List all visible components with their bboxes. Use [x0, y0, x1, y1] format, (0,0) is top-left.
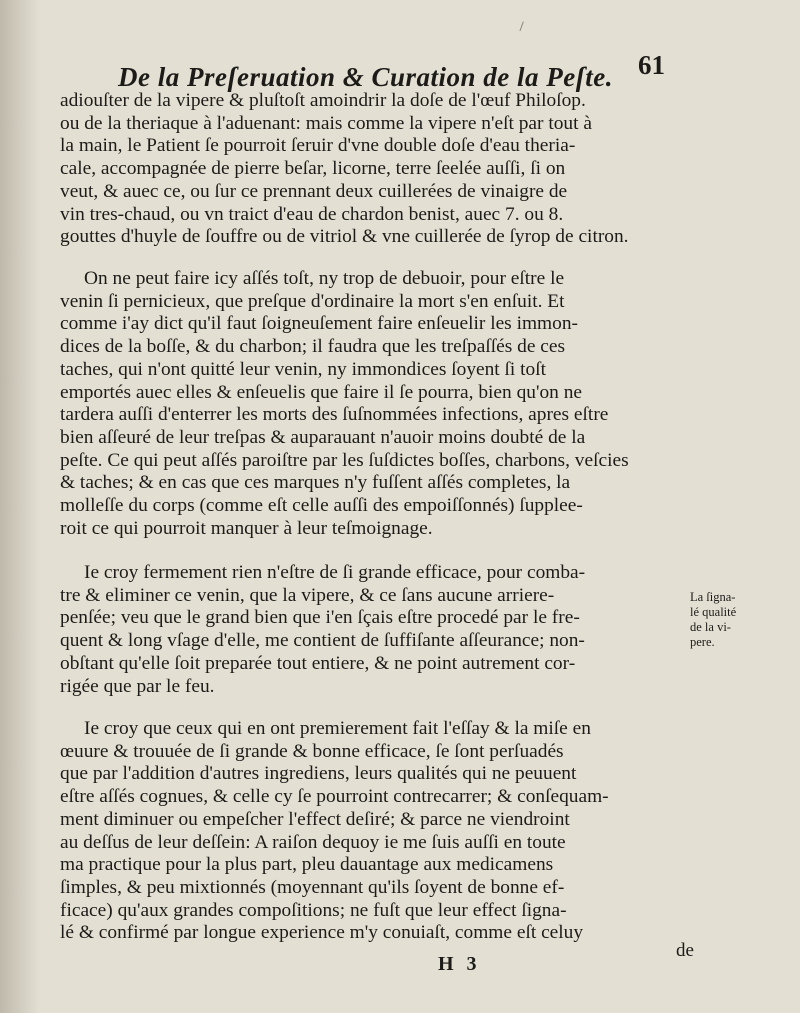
margin-note-line: La ſigna- — [690, 590, 736, 604]
text-line: obſtant qu'elle ſoit preparée tout entiere, & ne point autrement cor- — [60, 652, 576, 674]
text-line: roit ce qui pourroit manquer à leur teſmoignage. — [60, 517, 433, 539]
text-line: ou de la theriaque à l'aduenant: mais comme la vipere n'eſt par tout à — [60, 112, 592, 134]
pencil-mark — [519, 21, 527, 32]
text-line: Ie croy fermement rien n'eſtre de ſi grande efficace, pour comba- — [84, 562, 586, 583]
signature-mark: H 3 — [438, 953, 481, 975]
text-line: ment diminuer ou empeſcher l'effect deſiré; & parce ne viendroint — [60, 808, 570, 830]
text-line: tre & eliminer ce venin, que la vipere, & ce ſans aucune arriere- — [60, 584, 555, 606]
running-head: De la Preſeruation & Curation de la Peſte. — [118, 62, 613, 92]
margin-note-line: lé qualité — [690, 605, 737, 619]
margin-note-line: de la vi- — [690, 620, 731, 634]
text-line: quent & long vſage d'elle, me contient de ſuffiſante aſſeurance; non- — [60, 630, 585, 652]
text-line: eſtre aſſés cognues, & celle cy ſe pourroint contrecarrer; & conſequam- — [60, 786, 609, 808]
text-line: cale, accompagnée de pierre beſar, licorne, terre ſeelée auſſi, ſi on — [60, 158, 566, 180]
text-line: comme i'ay dict qu'il faut ſoigneuſement faire enſeuelir les immon- — [60, 313, 578, 335]
text-line: rigée que par le feu. — [60, 675, 215, 697]
text-line: la main, le Patient ſe pourroit ſeruir d'vne double doſe d'eau theria- — [60, 135, 576, 157]
margin-note — [690, 590, 780, 650]
margin-note-line: pere. — [690, 635, 715, 649]
text-line: molleſſe du corps (comme eſt celle auſſi des empoiſſonnés) ſupplee- — [60, 495, 583, 517]
text-line: taches, qui n'ont quitté leur venin, ny immondices ſoyent ſi toſt — [60, 358, 547, 380]
text-line: penſée; veu que le grand bien que i'en ſçais eſtre procedé par le fre- — [60, 607, 580, 629]
text-line: lé & confirmé par longue experience m'y conuiaſt, comme eſt celuy — [60, 922, 584, 944]
text-line: que par l'addition d'autres ingrediens, leurs qualités qui ne peuuent — [60, 763, 577, 785]
text-line: dices de la boſſe, & du charbon; il faudra que les treſpaſſés de ces — [60, 336, 566, 358]
text-line: au deſſus de leur deſſein: A raiſon dequoy ie me ſuis auſſi en toute — [60, 831, 566, 853]
page-number: 61 — [638, 50, 665, 80]
text-line: emportés auec elles & enſeuelis que faire il ſe pourra, bien qu'on ne — [60, 381, 582, 403]
text-line: adiouſter de la vipere & pluſtoſt amoindrir la doſe de l'œuf Philoſop. — [60, 90, 586, 111]
text-line: ma practique pour la plus part, pleu dauantage aux medicamens — [60, 854, 554, 876]
text-line: On ne peut faire icy aſſés toſt, ny trop de debuoir, pour eſtre le — [84, 268, 565, 289]
text-line: & taches; & en cas que ces marques n'y fuſſent aſſés completes, la — [60, 472, 571, 494]
gutter-shadow — [0, 0, 40, 1013]
text-line: gouttes d'huyle de ſouffre ou de vitriol & vne cuillerée de ſyrop de citron. — [60, 226, 629, 248]
text-line: ficace) qu'aux grandes compoſitions; ne fuſt que leur effect ſigna- — [60, 899, 567, 921]
paragraph-3 — [60, 562, 678, 698]
text-line: bien aſſeuré de leur treſpas & auparauant n'auoir moins doubté de la — [60, 426, 586, 448]
text-line: tardera auſſi d'enterrer les morts des ſuſnommées infections, apres eſtre — [60, 404, 609, 426]
paragraph-4 — [60, 718, 678, 945]
text-line: Ie croy que ceux qui en ont premierement fait l'eſſay & la miſe en — [84, 718, 591, 739]
paragraph-1 — [60, 90, 678, 249]
text-line: ſimples, & peu mixtionnés (moyennant qu'ils ſoyent de bonne ef- — [60, 876, 565, 898]
text-line: peſte. Ce qui peut aſſés paroiſtre par les ſuſdictes boſſes, charbons, veſcies — [60, 449, 629, 471]
text-line: vin tres-chaud, ou vn traict d'eau de chardon benist, auec 7. ou 8. — [60, 203, 564, 225]
catchword: de — [676, 940, 694, 961]
paragraph-2 — [60, 268, 678, 540]
text-line: veut, & auec ce, ou ſur ce prennant deux cuillerées de vinaigre de — [60, 180, 568, 202]
text-line: œuure & trouuée de ſi grande & bonne efficace, ſe ſont perſuadés — [60, 740, 564, 762]
text-line: venin ſi pernicieux, que preſque d'ordinaire la mort s'en enſuit. Et — [60, 290, 565, 312]
